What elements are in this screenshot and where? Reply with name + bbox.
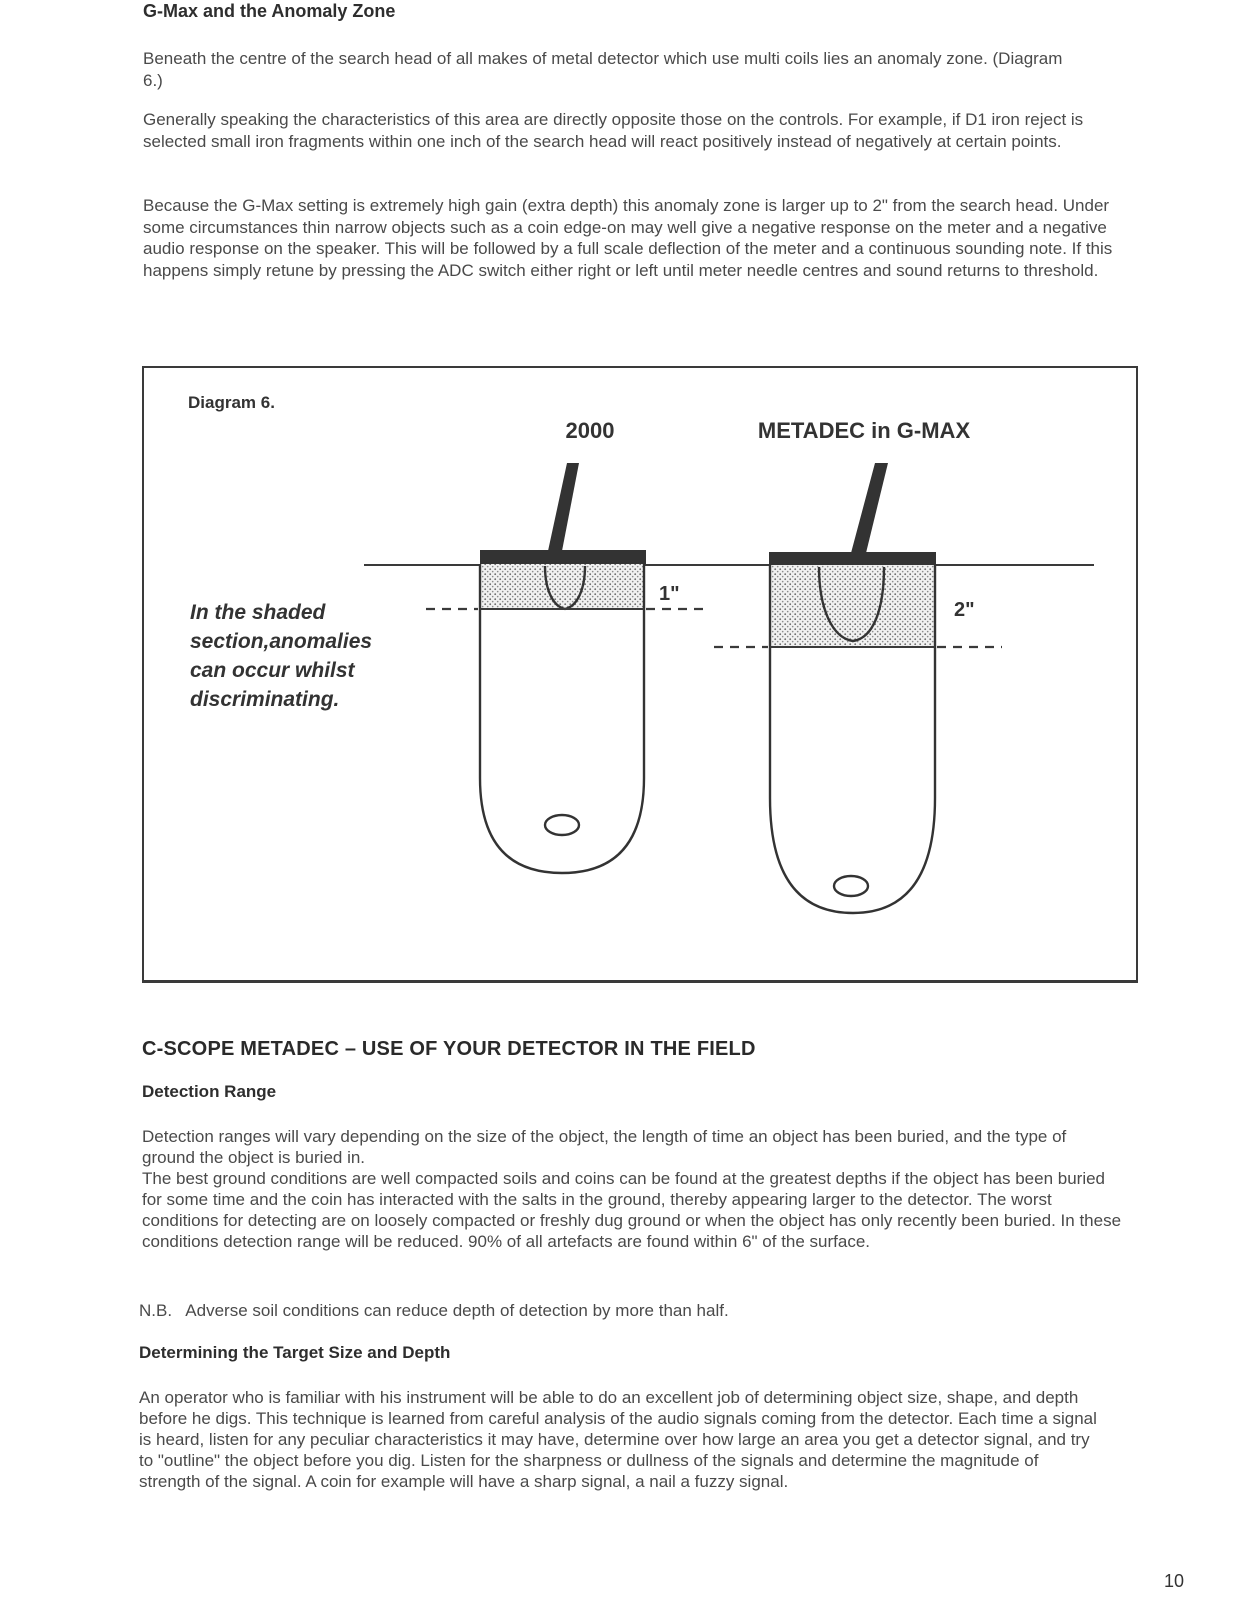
diagram-6	[142, 366, 1138, 983]
paragraph-characteristics: Generally speaking the characteristics of this area are directly opposite those on the controls. For example, if D1 iron reject is selected small iron fragments within one inch of the search head will react positively instead of negatively at certain points.	[143, 110, 1084, 151]
anomaly-zone-2000	[481, 564, 645, 609]
paragraph-anomaly-intro: Beneath the centre of the search head of all makes of metal detector which use multi coils lies an anomaly zone. (Diagram 6.)	[143, 49, 1063, 90]
shaft-metadec	[851, 463, 888, 553]
section-heading-anomaly-zone: G-Max and the Anomaly Zone	[143, 1, 396, 21]
label-metadec-gmax: METADEC in G-MAX	[757, 418, 971, 443]
detector-metadec	[714, 463, 1002, 913]
paragraph-gmax-gain: Because the G-Max setting is extremely high gain (extra depth) this anomaly zone is larger up to 2" from the search head. Under some circumstances thin narrow objects such as a coin edge-on may well give a negative response on the meter and a negative audio response on the speaker. This will be followed by a full scale deflection of the meter and a continuous sounding note. If this happens simply retune by pressing the ADC switch either right or left until meter needle centres and sound returns to threshold.	[143, 196, 1113, 280]
caption-line: discriminating.	[190, 688, 340, 711]
coin-2000	[545, 815, 579, 835]
diagram-title: Diagram 6.	[188, 393, 275, 412]
anomaly-zone-metadec	[771, 565, 934, 647]
page-number: 10	[1164, 1571, 1185, 1591]
paragraph-nb: N.B. Adverse soil conditions can reduce depth of detection by more than half.	[139, 1301, 729, 1320]
search-head-metadec	[769, 552, 936, 565]
anomaly-zone-diagram	[144, 368, 1140, 985]
paragraph-detection-ranges: Detection ranges will vary depending on the size of the object, the length of time an object has been buried, and the type of ground the object is buried in.	[142, 1127, 1067, 1167]
subheading-target-size: Determining the Target Size and Depth	[139, 1343, 451, 1362]
search-head-2000	[480, 550, 646, 564]
paragraph-ground-conditions: The best ground conditions are well compacted soils and coins can be found at the greatest depths if the object has been buried for some time and the coin has interacted with the salts in the ground, thereby appearing larger to the detector. The worst conditions for detecting are on loosely compacted or freshly dug ground or when the object has only recently been buried. In these conditions detection range will be reduced. 90% of all artefacts are found within 6" of the surface.	[142, 1169, 1122, 1251]
caption-line: can occur whilst	[190, 659, 355, 682]
coin-metadec	[834, 876, 868, 896]
subheading-detection-range: Detection Range	[142, 1082, 277, 1101]
depth-label-1-inch: 1"	[659, 583, 680, 605]
diagram-caption	[190, 601, 372, 711]
caption-line: In the shaded	[190, 601, 326, 624]
shaft-2000	[548, 463, 579, 551]
paragraph-target-size: An operator who is familiar with his instrument will be able to do an excellent job of determining object size, shape, and depth before he digs. This technique is learned from careful analysis of the audio signals coming from the detector. Each time a signal is heard, listen for any peculiar characteristics it may have, determine over how large an area you get a detector signal, and try to "outline" the object before you dig. Listen for the sharpness or dullness of the signals and determine the magnitude of strength of the signal. A coin for example will have a sharp signal, a nail a fuzzy signal.	[139, 1388, 1097, 1491]
depth-label-2-inch: 2"	[954, 599, 975, 621]
section-heading-field-use: C-SCOPE METADEC – USE OF YOUR DETECTOR IN THE FIELD	[142, 1038, 756, 1060]
detector-2000	[426, 463, 706, 873]
caption-line: section,anomalies	[190, 630, 373, 653]
label-2000: 2000	[565, 418, 615, 443]
